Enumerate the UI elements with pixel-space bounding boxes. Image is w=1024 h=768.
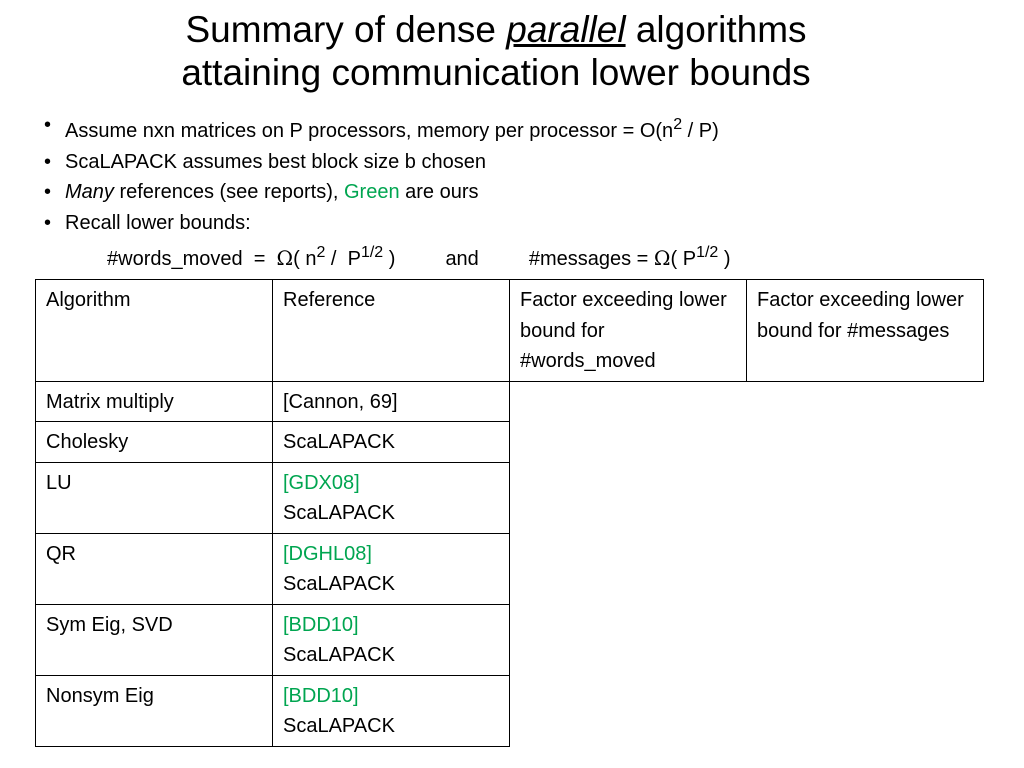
reference-text: ScaLAPACK	[283, 431, 395, 453]
empty-cell	[510, 675, 747, 746]
table-row	[36, 533, 984, 604]
bullet-dot-icon: •	[44, 181, 52, 203]
reference-text: ScaLAPACK	[283, 573, 395, 595]
formula-words-label: #words_moved =	[107, 248, 277, 270]
header-reference: Reference	[273, 280, 510, 382]
reference-text: ScaLAPACK	[283, 502, 395, 524]
formula-text: / P	[325, 248, 361, 270]
bullet-list	[40, 110, 980, 275]
formula-text: ( n	[293, 248, 317, 270]
formula-messages-label: #messages =	[528, 248, 654, 270]
empty-cell	[747, 533, 984, 604]
cell-algorithm: Cholesky	[36, 422, 273, 463]
empty-cell	[747, 462, 984, 533]
green-highlight: Green	[344, 181, 400, 203]
cell-reference	[273, 533, 510, 604]
header-algorithm: Algorithm	[36, 280, 273, 382]
empty-cell	[510, 604, 747, 675]
empty-cell	[747, 604, 984, 675]
header-messages-factor: Factor exceeding lower bound for #messages	[747, 280, 984, 382]
bullet-text-tail: / P)	[682, 120, 719, 142]
cell-algorithm: QR	[36, 533, 273, 604]
reference-green: [DGHL08]	[283, 542, 372, 565]
bullet-item	[40, 208, 980, 239]
lower-bound-formula	[40, 238, 980, 275]
reference-green: [GDX08]	[283, 471, 360, 494]
formula-and: and	[445, 248, 479, 270]
formula-text: )	[718, 248, 731, 270]
table-row	[36, 675, 984, 746]
title-line-2: attaining communication lower bounds	[181, 52, 811, 93]
table-row	[36, 604, 984, 675]
table-row	[36, 462, 984, 533]
bullet-text: references (see reports),	[113, 181, 344, 203]
omega-symbol: Ω	[276, 246, 294, 270]
superscript: 2	[673, 116, 683, 133]
bullet-emphasis: Many	[65, 181, 114, 203]
slide-title	[0, 8, 992, 94]
reference-text: ScaLAPACK	[283, 644, 395, 666]
bullet-dot-icon: •	[44, 211, 52, 234]
empty-cell	[747, 422, 984, 463]
cell-algorithm: Nonsym Eig	[36, 675, 273, 746]
bullet-item	[40, 147, 980, 178]
cell-algorithm: Matrix multiply	[36, 381, 273, 422]
empty-cell	[747, 381, 984, 422]
table-row	[36, 381, 984, 422]
title-line-1	[0, 8, 992, 51]
superscript: 1/2	[696, 244, 719, 261]
algorithms-table	[35, 279, 984, 747]
header-words-factor: Factor exceeding lower bound for #words_moved	[510, 280, 747, 382]
cell-reference	[273, 462, 510, 533]
bullet-dot-icon: •	[44, 150, 52, 173]
reference-text: [Cannon, 69]	[283, 390, 398, 413]
bullet-item	[40, 110, 980, 147]
cell-reference	[273, 381, 510, 422]
cell-reference	[273, 675, 510, 746]
empty-cell	[510, 422, 747, 463]
bullet-text: Assume nxn matrices on P processors, memory per processor = O(n	[65, 120, 674, 142]
superscript: 1/2	[360, 244, 384, 261]
bullet-item	[40, 177, 980, 208]
table-row	[36, 422, 984, 463]
title-text: Summary of dense	[185, 9, 507, 50]
empty-cell	[510, 381, 747, 422]
bullet-dot-icon: •	[44, 114, 52, 136]
superscript: 2	[316, 244, 326, 261]
bullet-text-tail: are ours	[399, 181, 479, 203]
cell-reference	[273, 422, 510, 463]
title-text-end: algorithms	[625, 9, 807, 50]
bullet-text: Recall lower bounds:	[65, 211, 251, 234]
bullet-text: ScaLAPACK assumes best block size b chosen	[65, 150, 486, 173]
cell-algorithm: Sym Eig, SVD	[36, 604, 273, 675]
formula-text: ( P	[670, 248, 697, 270]
empty-cell	[510, 462, 747, 533]
title-emphasis: parallel	[506, 9, 626, 50]
reference-text: ScaLAPACK	[283, 715, 395, 737]
empty-cell	[747, 675, 984, 746]
cell-reference	[273, 604, 510, 675]
empty-cell	[510, 533, 747, 604]
reference-green: [BDD10]	[283, 613, 359, 636]
reference-green: [BDD10]	[283, 684, 359, 707]
table-header-row	[36, 280, 984, 382]
cell-algorithm: LU	[36, 462, 273, 533]
omega-symbol: Ω	[653, 246, 671, 270]
formula-text: )	[383, 248, 396, 270]
